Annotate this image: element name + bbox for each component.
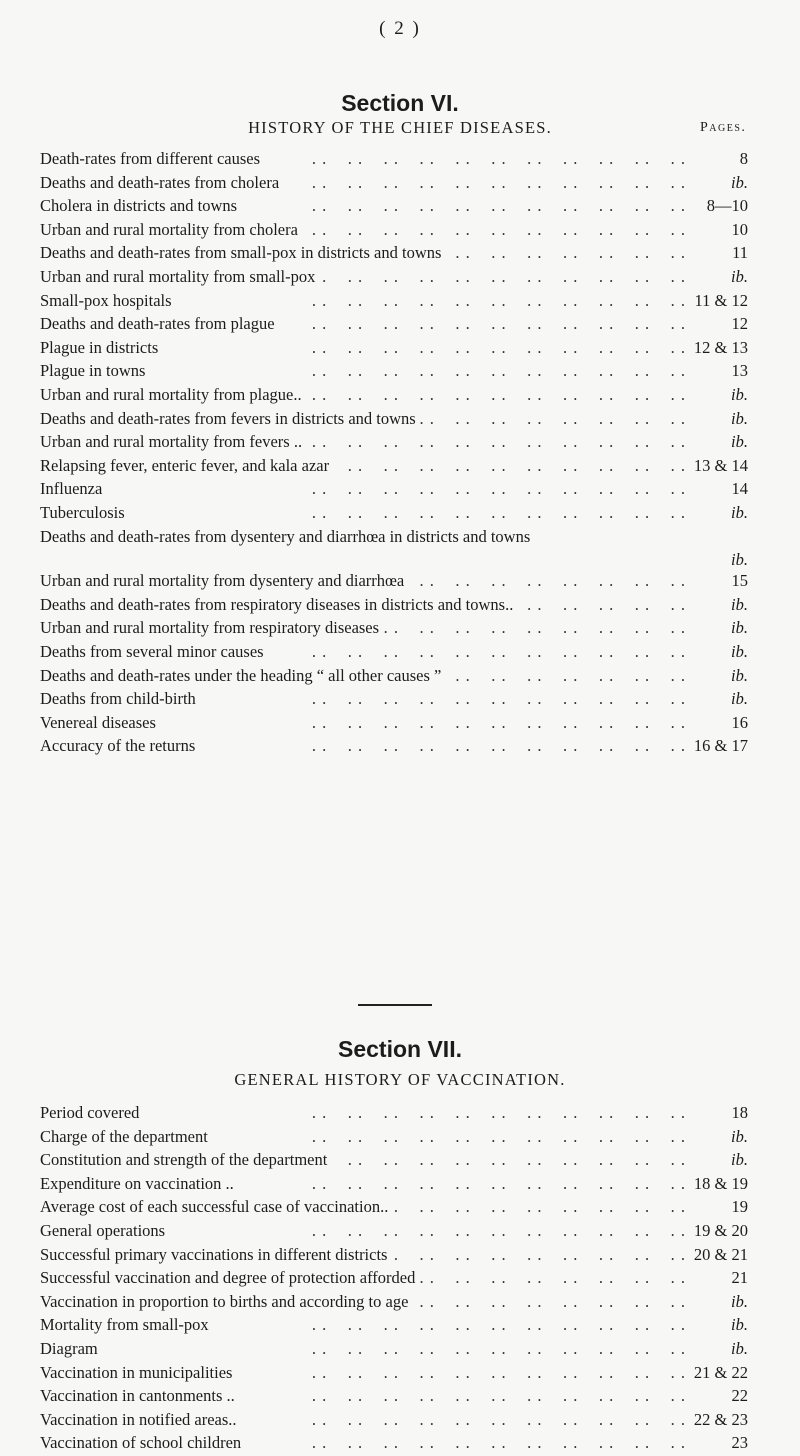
entry-label-text: Relapsing fever, enteric fever, and kala azar [40,456,333,475]
entry-label-text: Urban and rural mortality from plague.. [40,385,306,404]
contents-list-section-7 [40,1102,748,1456]
contents-entry [40,384,748,408]
entry-label [40,455,686,476]
entry-label-text: Vaccination in proportion to births and according to age [40,1292,412,1311]
contents-entry [40,1149,748,1173]
entry-page: 16 & 17 [693,736,748,756]
entry-page: ib. [731,641,748,661]
contents-entry [40,1432,748,1456]
entry-page: ib. [731,1150,748,1170]
contents-entry [40,431,748,455]
entry-label-text: Cholera in districts and towns [40,196,241,215]
contents-entry [40,617,748,641]
entry-label-text: Deaths from several minor causes [40,642,268,661]
entry-page: 18 & 19 [693,1173,748,1193]
entry-page: 11 [732,243,748,263]
entry-label-text: Tuberculosis [40,503,129,522]
entry-label-text: Vaccination in notified areas.. [40,1410,241,1429]
entry-label-text: Urban and rural mortality from fevers .. [40,432,306,451]
contents-entry [40,712,748,736]
entry-page: ib. [731,172,748,192]
entry-label [40,735,686,756]
contents-list-section-6 [40,148,748,759]
entry-label-text: Deaths and death-rates from small-pox in districts and towns [40,243,445,262]
entry-label [40,337,686,358]
contents-entry [40,665,748,689]
entry-page: 13 & 14 [693,455,748,475]
contents-entry [40,313,748,337]
entry-label [40,242,686,263]
contents-entry [40,478,748,502]
contents-entry [40,290,748,314]
contents-entry [40,337,748,361]
entry-label-text: Vaccination of school children [40,1433,245,1452]
entry-label-text: Mortality from small-pox [40,1315,213,1334]
contents-entry [40,242,748,266]
entry-label [40,172,686,193]
section-title: Section VII. [338,1036,462,1062]
entry-label-text: Deaths and death-rates from cholera [40,173,283,192]
entry-label [40,688,686,709]
entry-label-text: Period covered [40,1103,143,1122]
contents-entry [40,1385,748,1409]
entry-page: 22 & 23 [693,1409,748,1429]
entry-label-text: Urban and rural mortality from small-pox [40,267,319,286]
entry-label-text: Death-rates from different causes [40,149,264,168]
entry-label [40,1267,686,1288]
entry-label [40,1220,686,1241]
entry-label-text: Deaths and death-rates from respiratory diseases in districts and towns.. [40,595,517,614]
entry-label-text: Accuracy of the returns [40,736,199,755]
entry-label-text: Expenditure on vaccination .. [40,1174,238,1193]
contents-entry [40,502,748,526]
entry-page: ib. [731,1315,748,1335]
entry-label [40,384,686,405]
entry-page: ib. [731,1291,748,1311]
entry-label [40,665,686,686]
entry-label-text: Plague in districts [40,338,162,357]
entry-page: ib. [731,1338,748,1358]
contents-entry [40,172,748,196]
entry-page: 19 [731,1197,748,1217]
entry-label [40,712,686,733]
entry-page: 8—10 [706,196,748,216]
entry-page: 23 [731,1433,748,1453]
entry-label [40,641,686,662]
contents-entry [40,360,748,384]
entry-label-text: Urban and rural mortality from cholera [40,220,302,239]
entry-label [40,1102,686,1123]
entry-label-text: Urban and rural mortality from dysentery and diarrhœa [40,571,408,590]
entry-label-text: Diagram [40,1339,102,1358]
entry-label-text: Vaccination in cantonments .. [40,1386,239,1405]
entry-label [40,617,686,638]
contents-entry [40,266,748,290]
entry-label [40,360,686,381]
entry-page: 11 & 12 [694,290,748,310]
entry-page: 12 & 13 [693,337,748,357]
entry-label-text: Successful vaccination and degree of protection afforded [40,1268,419,1287]
entry-label-text: Deaths and death-rates from plague [40,314,279,333]
entry-label-text: Constitution and strength of the department [40,1150,331,1169]
entry-label-text: Deaths and death-rates under the heading “ all other causes ” [40,666,445,685]
contents-entry [40,570,748,594]
contents-entry [40,1291,748,1315]
entry-label [40,1432,686,1453]
contents-entry [40,735,748,759]
contents-entry [40,1409,748,1433]
entry-label [40,1196,686,1217]
contents-entry [40,219,748,243]
entry-page: 16 [731,712,748,732]
entry-page: ib. [731,266,748,286]
entry-label [40,1338,686,1359]
entry-label-text: Average cost of each successful case of vaccination.. [40,1197,392,1216]
entry-page: ib. [731,618,748,638]
entry-page: 20 & 21 [693,1244,748,1264]
entry-page: 13 [731,361,748,381]
entry-label [40,408,686,429]
contents-entry [40,526,748,571]
contents-entry [40,1338,748,1362]
entry-label-text: Deaths from child-birth [40,689,200,708]
contents-entry [40,1126,748,1150]
entry-label [40,1149,686,1170]
entry-label-text: Small-pox hospitals [40,291,176,310]
contents-entry [40,1362,748,1386]
entry-label-text: Successful primary vaccinations in different districts [40,1245,391,1264]
entry-label-text: Vaccination in municipalities [40,1363,236,1382]
entry-label-text: Plague in towns [40,361,149,380]
entry-page: ib. [731,689,748,709]
entry-label [40,313,686,334]
contents-entry [40,148,748,172]
entry-page: 21 [731,1268,748,1288]
entry-label [40,1291,686,1312]
section-subtitle: HISTORY OF THE CHIEF DISEASES. [248,118,552,137]
entry-page: 18 [731,1103,748,1122]
page-number: ( 2 ) [379,18,421,39]
entry-label [40,1409,686,1430]
entry-label [40,148,686,169]
entry-label [40,594,686,615]
entry-page: ib. [731,550,748,570]
contents-entry [40,1267,748,1291]
contents-entry [40,195,748,219]
entry-label-text: Venereal diseases [40,713,160,732]
entry-label [40,266,686,287]
entry-page: ib. [731,594,748,614]
entry-label [40,1173,686,1194]
pages-column-header: Pages. [700,120,747,135]
entry-label [40,1126,686,1147]
contents-entry [40,641,748,665]
entry-page: 22 [731,1386,748,1406]
contents-entry [40,455,748,479]
contents-entry [40,408,748,432]
contents-entry [40,1220,748,1244]
entry-label-text: Deaths and death-rates from dysentery and diarrhœa in districts and towns [40,527,534,546]
entry-label [40,570,686,591]
contents-entry [40,594,748,618]
entry-label-text: Deaths and death-rates from fevers in districts and towns [40,409,420,428]
entry-page: 12 [731,314,748,334]
entry-label [40,1314,686,1335]
entry-page: 8 [739,149,748,168]
contents-entry [40,1314,748,1338]
entry-label-text: Charge of the department [40,1127,212,1146]
entry-label-text: Influenza [40,479,106,498]
contents-entry [40,688,748,712]
entry-label [40,219,686,240]
entry-page: ib. [731,502,748,522]
entry-label-text: Urban and rural mortality from respiratory diseases [40,618,383,637]
entry-label [40,1362,686,1383]
entry-page: 15 [731,571,748,591]
contents-entry [40,1244,748,1268]
entry-label [40,526,686,547]
section-subtitle: GENERAL HISTORY OF VACCINATION. [234,1070,566,1089]
entry-label [40,502,686,523]
entry-page: 19 & 20 [693,1220,748,1240]
entry-page: ib. [731,384,748,404]
entry-page: ib. [731,432,748,452]
entry-page: 14 [731,479,748,499]
entry-label [40,195,686,216]
entry-page: ib. [731,408,748,428]
section-divider [358,1004,432,1006]
entry-page: 21 & 22 [693,1362,748,1382]
entry-label-text: General operations [40,1221,169,1240]
contents-entry [40,1196,748,1220]
section-title: Section VI. [341,90,459,116]
entry-label [40,1385,686,1406]
entry-label [40,431,686,452]
entry-label [40,1244,686,1265]
entry-label [40,478,686,499]
entry-page: 10 [731,219,748,239]
entry-page: ib. [731,665,748,685]
entry-page: ib. [731,1126,748,1146]
contents-entry [40,1102,748,1126]
contents-entry [40,1173,748,1197]
entry-label [40,290,686,311]
